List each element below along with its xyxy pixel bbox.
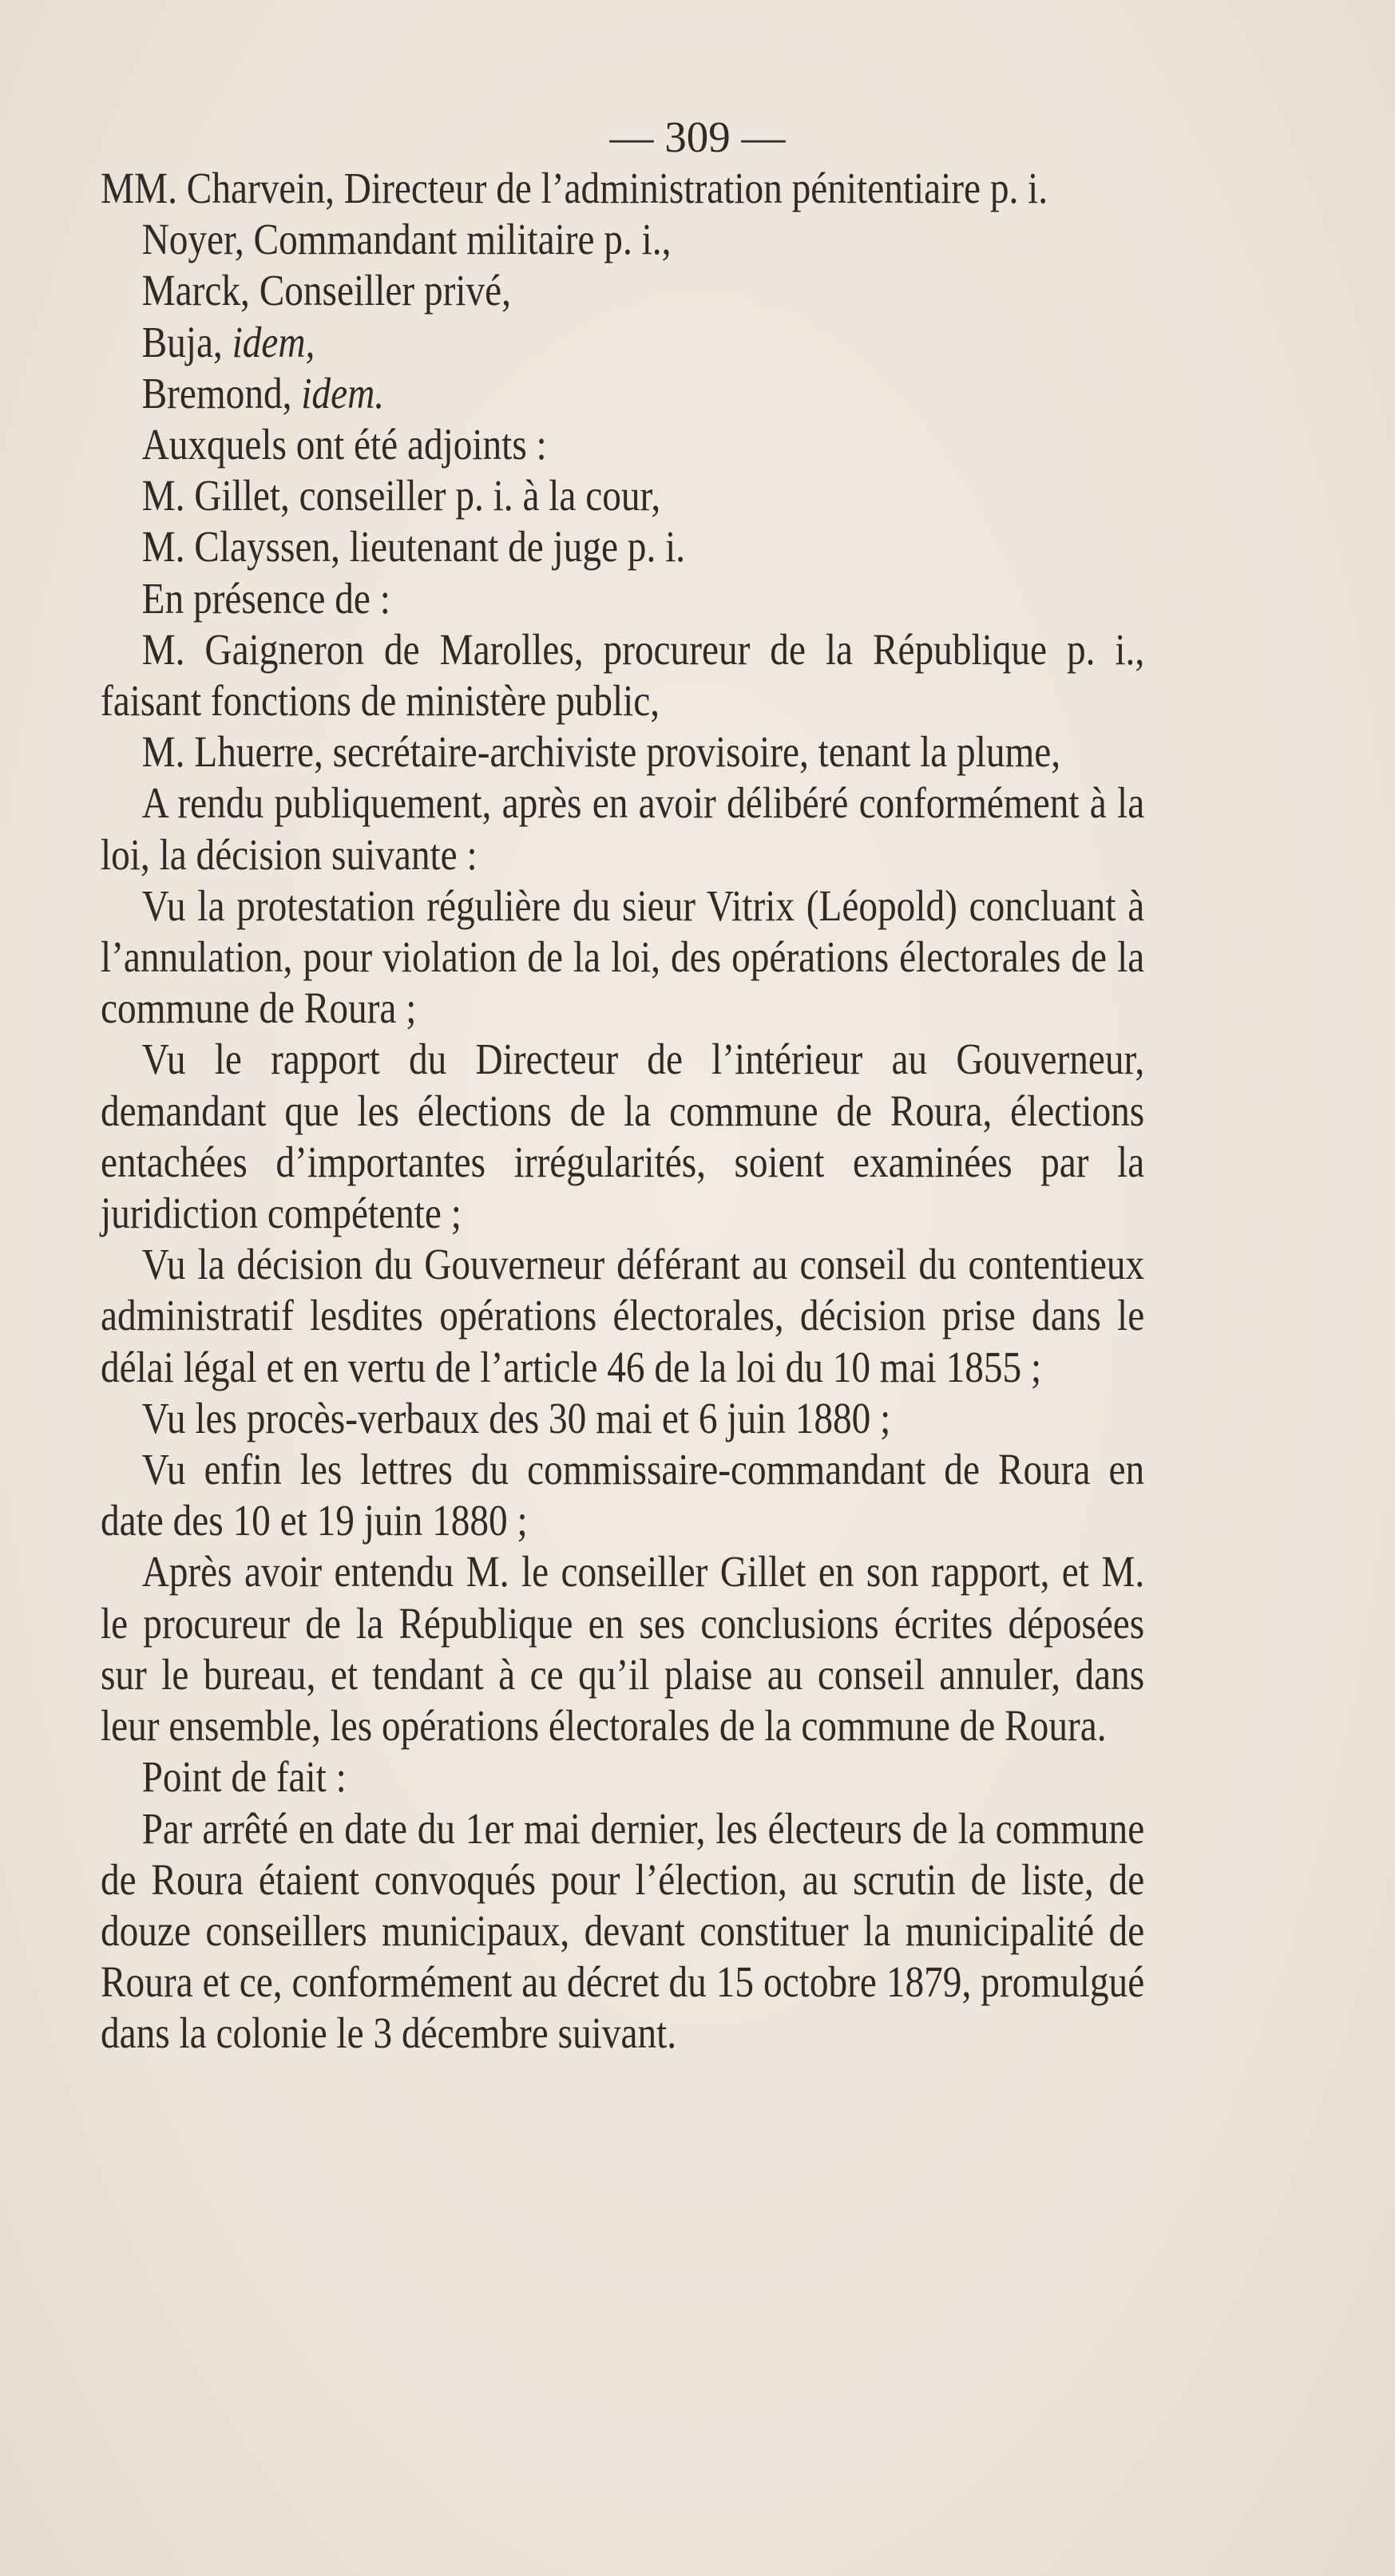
page-number: — 309 — bbox=[609, 113, 786, 161]
line-buja bbox=[101, 317, 1144, 368]
line-presence: En présence de : bbox=[141, 573, 390, 623]
line-bremond-name: Bremond, bbox=[141, 368, 302, 417]
line-buja-name: Buja, bbox=[141, 317, 232, 366]
paragraph-decision-gouverneur: Vu la décision du Gouverneur déférant au conseil du contentieux administratif lesdites opérations électorales, décision prise dans le délai légal et en vertu de l’article 46 de la loi du 10 mai 1855 ; bbox=[101, 1240, 1145, 1391]
line-noyer: Noyer, Commandant militaire p. i., bbox=[141, 215, 672, 264]
line-bremond-idem: idem. bbox=[301, 368, 385, 417]
paragraph-gaigneron: M. Gaigneron de Marolles, procureur de la République p. i., faisant fonctions de ministère public, bbox=[101, 624, 1145, 726]
line-marck: Marck, Conseiller privé, bbox=[141, 266, 511, 315]
line-gillet: M. Gillet, conseiller p. i. à la cour, bbox=[141, 471, 661, 520]
page-body bbox=[101, 163, 1144, 2060]
paragraph-arrete: Par arrêté en date du 1er mai dernier, les électeurs de la commune de Roura étaient convoqués pour l’élection, au scrutin de liste, de douze conseillers municipaux, devant constituer la municipalité de Roura et ce, conformément au décret du 15 octobre 1879, promulgué dans la colonie le 3 décembre suivant. bbox=[101, 1803, 1145, 2058]
line-buja-idem: idem, bbox=[232, 317, 315, 366]
line-charvein: MM. Charvein, Directeur de l’administration pénitentiaire p. i. bbox=[101, 164, 1048, 212]
paragraph-proces-verbaux: Vu les procès-verbaux des 30 mai et 6 juin 1880 ; bbox=[141, 1393, 891, 1442]
paragraph-apres-avoir: Après avoir entendu M. le conseiller Gillet en son rapport, et M. le procureur de la République en ses conclusions écrites déposées sur le bureau, et tendant à ce qu’il plaise au conseil annuler, dans leur ensemble, les opérations électorales de la commune de Roura. bbox=[101, 1547, 1145, 1751]
paragraph-protestation: Vu la protestation régulière du sieur Vitrix (Léopold) concluant à l’annulation, pour violation de la loi, des opérations électorales de la commune de Roura ; bbox=[101, 880, 1145, 1033]
paragraph-point-de-fait: Point de fait : bbox=[141, 1752, 347, 1802]
line-adjoints: Auxquels ont été adjoints : bbox=[141, 420, 547, 469]
line-bremond bbox=[101, 368, 1144, 419]
line-clayssen: M. Clayssen, lieutenant de juge p. i. bbox=[141, 522, 686, 572]
paragraph-decision: A rendu publiquement, après en avoir délibéré conformément à la loi, la décision suivante : bbox=[101, 778, 1145, 879]
paragraph-lhuerre: M. Lhuerre, secrétaire-archiviste provisoire, tenant la plume, bbox=[141, 727, 1061, 777]
paragraph-lettres: Vu enfin les lettres du commissaire-commandant de Roura en date des 10 et 19 juin 1880 ; bbox=[101, 1445, 1145, 1545]
paragraph-rapport: Vu le rapport du Directeur de l’intérieur au Gouverneur, demandant que les élections de la commune de Roura, élections entachées d’importantes irrégularités, soient examinées par la juridiction compétente ; bbox=[101, 1035, 1145, 1238]
